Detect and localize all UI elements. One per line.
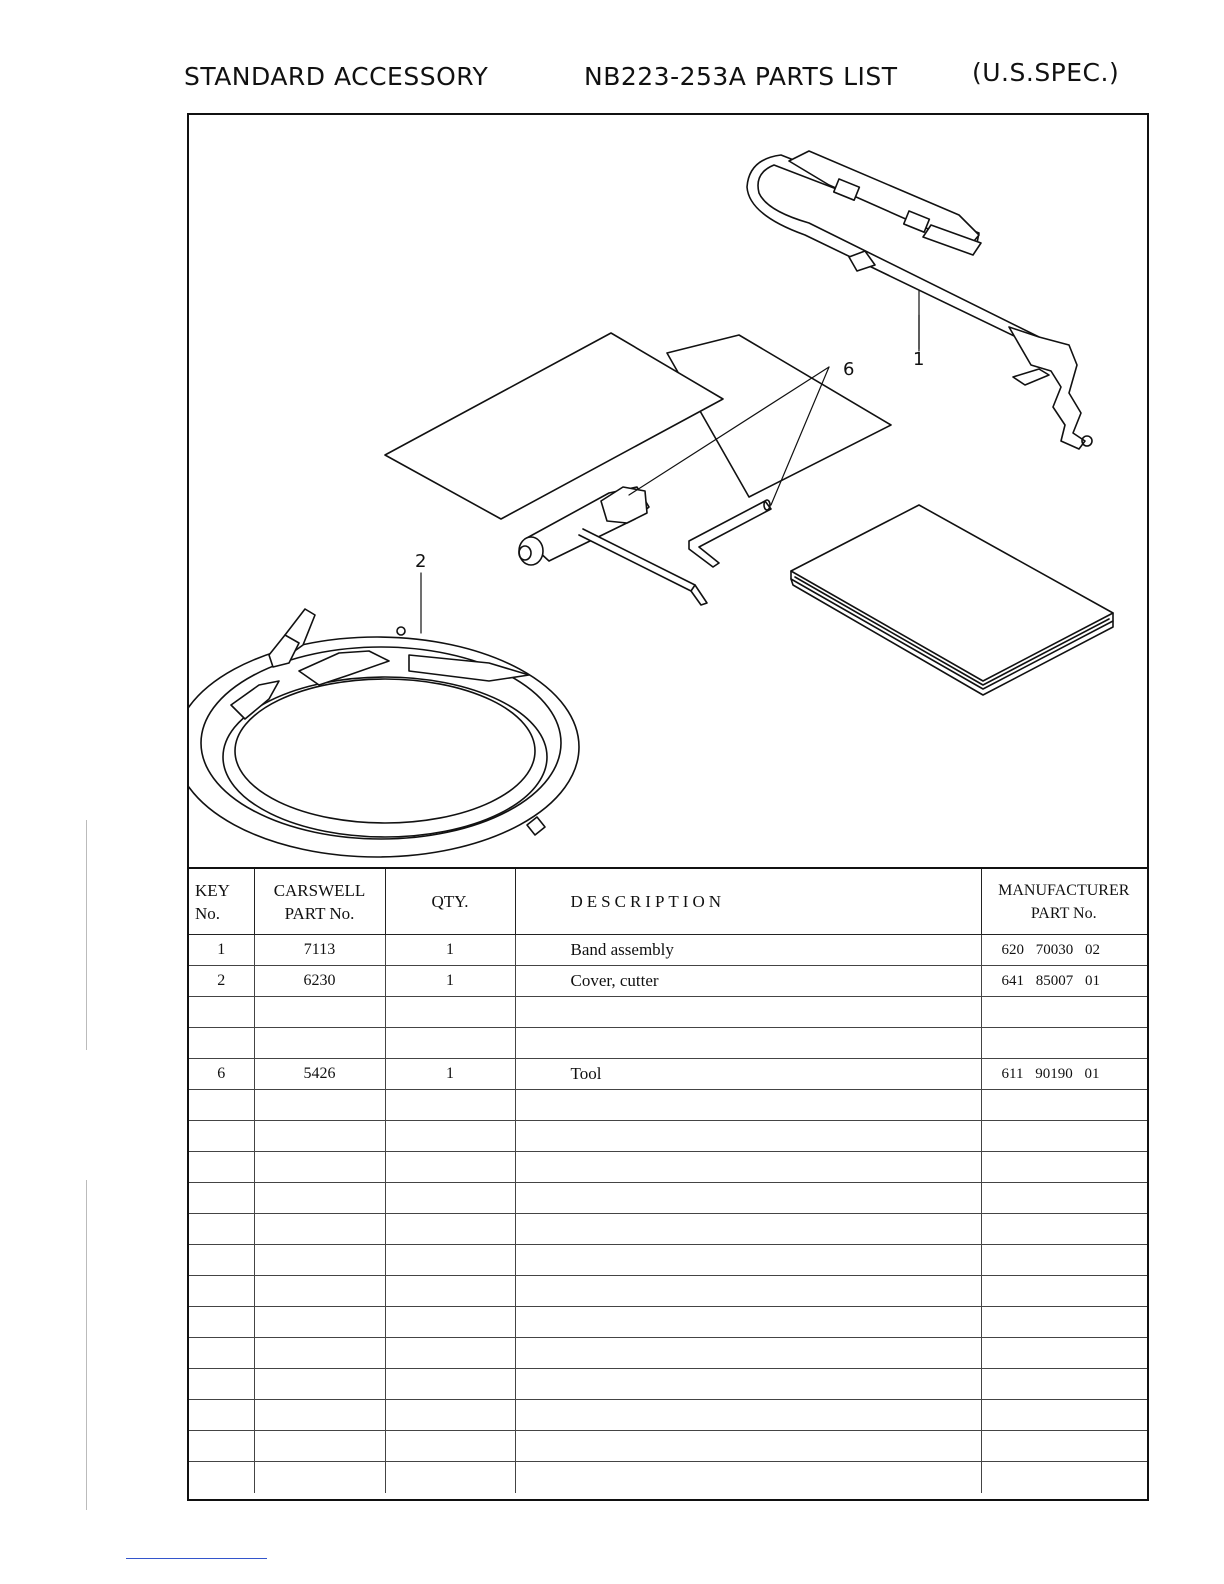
key-cell: [189, 1369, 254, 1400]
carswell-part-cell: [254, 1338, 385, 1369]
key-cell: [189, 997, 254, 1028]
manufacturer-part-cell: 641 85007 01: [981, 966, 1147, 997]
key-cell: [189, 1090, 254, 1121]
key-cell: [189, 1307, 254, 1338]
description-cell: [515, 1121, 981, 1152]
table-row: [189, 1307, 1147, 1338]
col-header-description: DESCRIPTION: [515, 869, 981, 935]
table-row: [189, 1183, 1147, 1214]
col-header-qty: QTY.: [385, 869, 515, 935]
qty-cell: [385, 1369, 515, 1400]
cutter-cover-ring: [189, 609, 579, 857]
manufacturer-part-cell: [981, 1276, 1147, 1307]
manufacturer-part-cell: [981, 1245, 1147, 1276]
table-row: [189, 1152, 1147, 1183]
qty-cell: [385, 1338, 515, 1369]
description-cell: [515, 1245, 981, 1276]
description-cell: [515, 1400, 981, 1431]
manufacturer-part-cell: 620 70030 02: [981, 935, 1147, 966]
spec-label: (U.S.SPEC.): [972, 58, 1120, 87]
callout-2: 2: [415, 551, 427, 572]
qty-cell: [385, 1152, 515, 1183]
carswell-part-cell: 7113: [254, 935, 385, 966]
manufacturer-part-cell: [981, 1152, 1147, 1183]
qty-cell: 1: [385, 935, 515, 966]
table-row: [189, 1214, 1147, 1245]
description-cell: [515, 1276, 981, 1307]
description-cell: [515, 1214, 981, 1245]
table-row: [189, 1338, 1147, 1369]
parts-table: [189, 869, 1147, 1493]
description-cell: [515, 1152, 981, 1183]
carswell-part-cell: [254, 1307, 385, 1338]
table-row: [189, 1121, 1147, 1152]
instruction-book: [791, 505, 1113, 695]
page-header: [0, 58, 1224, 102]
socket-wrench: [519, 487, 707, 605]
col-header-manufacturer: MANUFACTURER PART No.: [981, 869, 1147, 935]
col-header-carswell: CARSWELL PART No.: [254, 869, 385, 935]
qty-cell: [385, 1462, 515, 1494]
qty-cell: [385, 1121, 515, 1152]
manufacturer-part-cell: [981, 1307, 1147, 1338]
parts-table-section: [189, 867, 1147, 1501]
table-row: [189, 1059, 1147, 1090]
description-cell: [515, 1090, 981, 1121]
parts-sheet-frame: [187, 113, 1149, 1501]
manufacturer-part-cell: [981, 1090, 1147, 1121]
manufacturer-part-cell: [981, 1400, 1147, 1431]
qty-cell: [385, 1400, 515, 1431]
carswell-part-cell: [254, 1400, 385, 1431]
key-cell: [189, 1245, 254, 1276]
qty-cell: [385, 1276, 515, 1307]
manufacturer-part-cell: 611 90190 01: [981, 1059, 1147, 1090]
key-cell: [189, 1400, 254, 1431]
carswell-part-cell: [254, 1431, 385, 1462]
carswell-part-cell: [254, 1462, 385, 1494]
manufacturer-part-cell: [981, 1214, 1147, 1245]
key-cell: [189, 1028, 254, 1059]
table-row: [189, 1090, 1147, 1121]
carswell-part-cell: 6230: [254, 966, 385, 997]
carswell-part-cell: [254, 1090, 385, 1121]
description-cell: [515, 1307, 981, 1338]
key-cell: [189, 1338, 254, 1369]
table-row: [189, 997, 1147, 1028]
scan-artifact: [86, 1180, 87, 1510]
description-cell: Tool: [515, 1059, 981, 1090]
carswell-part-cell: [254, 1369, 385, 1400]
carswell-part-cell: [254, 1245, 385, 1276]
manufacturer-part-cell: [981, 997, 1147, 1028]
table-row: [189, 1431, 1147, 1462]
accessory-illustration: [189, 115, 1147, 867]
carswell-part-cell: [254, 1121, 385, 1152]
qty-cell: [385, 1183, 515, 1214]
carswell-part-cell: [254, 1183, 385, 1214]
manufacturer-part-cell: [981, 1028, 1147, 1059]
callout-6: 6: [843, 359, 855, 380]
key-cell: [189, 1152, 254, 1183]
carswell-part-cell: [254, 1214, 385, 1245]
description-cell: [515, 1431, 981, 1462]
key-cell: [189, 1183, 254, 1214]
manufacturer-part-cell: [981, 1338, 1147, 1369]
description-cell: [515, 1338, 981, 1369]
table-row: [189, 1369, 1147, 1400]
section-title: STANDARD ACCESSORY: [184, 62, 489, 91]
manufacturer-part-cell: [981, 1462, 1147, 1494]
key-cell: 6: [189, 1059, 254, 1090]
qty-cell: [385, 1090, 515, 1121]
table-row: [189, 1462, 1147, 1494]
table-row: [189, 1028, 1147, 1059]
table-header-row: [189, 869, 1147, 935]
carswell-part-cell: [254, 1028, 385, 1059]
carswell-part-cell: [254, 1152, 385, 1183]
table-row: [189, 1400, 1147, 1431]
key-cell: [189, 1431, 254, 1462]
document-sheet-back: [667, 335, 891, 497]
key-cell: [189, 1214, 254, 1245]
qty-cell: 1: [385, 966, 515, 997]
description-cell: Cover, cutter: [515, 966, 981, 997]
table-row: [189, 935, 1147, 966]
manufacturer-part-cell: [981, 1183, 1147, 1214]
manufacturer-part-cell: [981, 1121, 1147, 1152]
carswell-part-cell: [254, 997, 385, 1028]
table-row: [189, 1245, 1147, 1276]
table-row: [189, 1276, 1147, 1307]
qty-cell: [385, 1307, 515, 1338]
description-cell: [515, 1462, 981, 1494]
description-cell: [515, 1028, 981, 1059]
carswell-part-cell: [254, 1276, 385, 1307]
description-cell: [515, 1183, 981, 1214]
hex-key: [689, 500, 771, 567]
carswell-part-cell: 5426: [254, 1059, 385, 1090]
table-row: [189, 966, 1147, 997]
description-cell: [515, 1369, 981, 1400]
document-title: NB223-253A PARTS LIST: [584, 62, 898, 91]
qty-cell: [385, 1431, 515, 1462]
manufacturer-part-cell: [981, 1369, 1147, 1400]
key-cell: 2: [189, 966, 254, 997]
key-cell: [189, 1462, 254, 1494]
qty-cell: [385, 1214, 515, 1245]
description-cell: Band assembly: [515, 935, 981, 966]
qty-cell: [385, 997, 515, 1028]
scan-artifact: [86, 820, 87, 1050]
manufacturer-part-cell: [981, 1431, 1147, 1462]
qty-cell: 1: [385, 1059, 515, 1090]
key-cell: 1: [189, 935, 254, 966]
qty-cell: [385, 1028, 515, 1059]
footer-rule: [126, 1558, 267, 1559]
key-cell: [189, 1121, 254, 1152]
qty-cell: [385, 1245, 515, 1276]
col-header-key: KEY No.: [189, 869, 254, 935]
callout-1: 1: [913, 349, 925, 370]
description-cell: [515, 997, 981, 1028]
key-cell: [189, 1276, 254, 1307]
